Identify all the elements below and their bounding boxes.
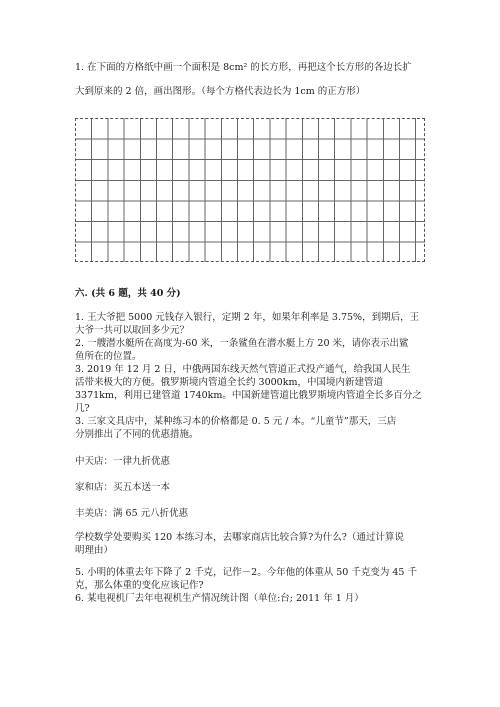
- p4-question-line-2: 明理由）: [75, 545, 114, 556]
- q1-line-2: 大到原来的 2 倍，画出图形。（每个方格代表边长为 1cm 的正方形）: [75, 86, 366, 97]
- p1-line-1: 1. 王大爷把 5000 元钱存入银行，定期 2 年，如果年利率是 3.75%，到期后，王: [75, 312, 420, 323]
- q1-line-1: 1. 在下面的方格纸中画一个面积是 8cm² 的长方形，再把这个长方形的各边长扩: [75, 62, 412, 73]
- p5-line-2: 克，那么体重的变化应该记作?: [75, 580, 204, 591]
- shop-jiahe: 家和店：买五本送一本: [75, 482, 171, 493]
- p3-line-4: 几?: [75, 403, 90, 414]
- p5-line-1: 5. 小明的体重去年下降了 2 千克，记作－2。今年他的体重从 50 千克变为 45 千: [75, 567, 417, 578]
- p1-line-2: 大爷一共可以取回多少元？: [75, 325, 190, 336]
- p3-line-2: 活带来极大的方便。俄罗斯境内管道全长约 3000km，中国境内新建管道: [75, 377, 383, 388]
- grid-paper: [75, 118, 425, 262]
- shop-zhongtian: 中天店：一律九折优惠: [75, 456, 171, 467]
- p4-question-line-1: 学校数学处要购买 120 本练习本，去哪家商店比较合算?为什么?（通过计算说: [75, 532, 404, 543]
- p2-line-2: 鱼所在的位置。: [75, 351, 142, 362]
- p3-line-1: 3. 2019 年 12 月 2 日，中俄两国东线天然气管道正式投产通气，给我国人民生: [75, 364, 411, 375]
- p4-line-1: 3. 三家文具店中，某种练习本的价格都是 0. 5 元 / 本。“儿童节”那天，三店: [75, 416, 397, 427]
- section-6-title: 六. (共 6 题，共 40 分): [75, 288, 181, 299]
- p6-line-1: 6. 某电视机厂去年电视机生产情况统计图（单位:台; 2011 年 1 月）: [75, 593, 364, 604]
- p3-line-3: 3371km，利用已建管道 1740km。中国新建管道比俄罗斯境内管道全长多百分之: [75, 390, 422, 401]
- p4-line-2: 分别推出了不同的优惠措施。: [75, 429, 199, 440]
- p2-line-1: 2. 一艘潜水艇所在高度为-60 米，一条鲨鱼在潜水艇上方 20 米，请你表示出鲨: [75, 338, 409, 349]
- shop-fengmei: 丰美店：满 65 元八折优惠: [75, 508, 189, 519]
